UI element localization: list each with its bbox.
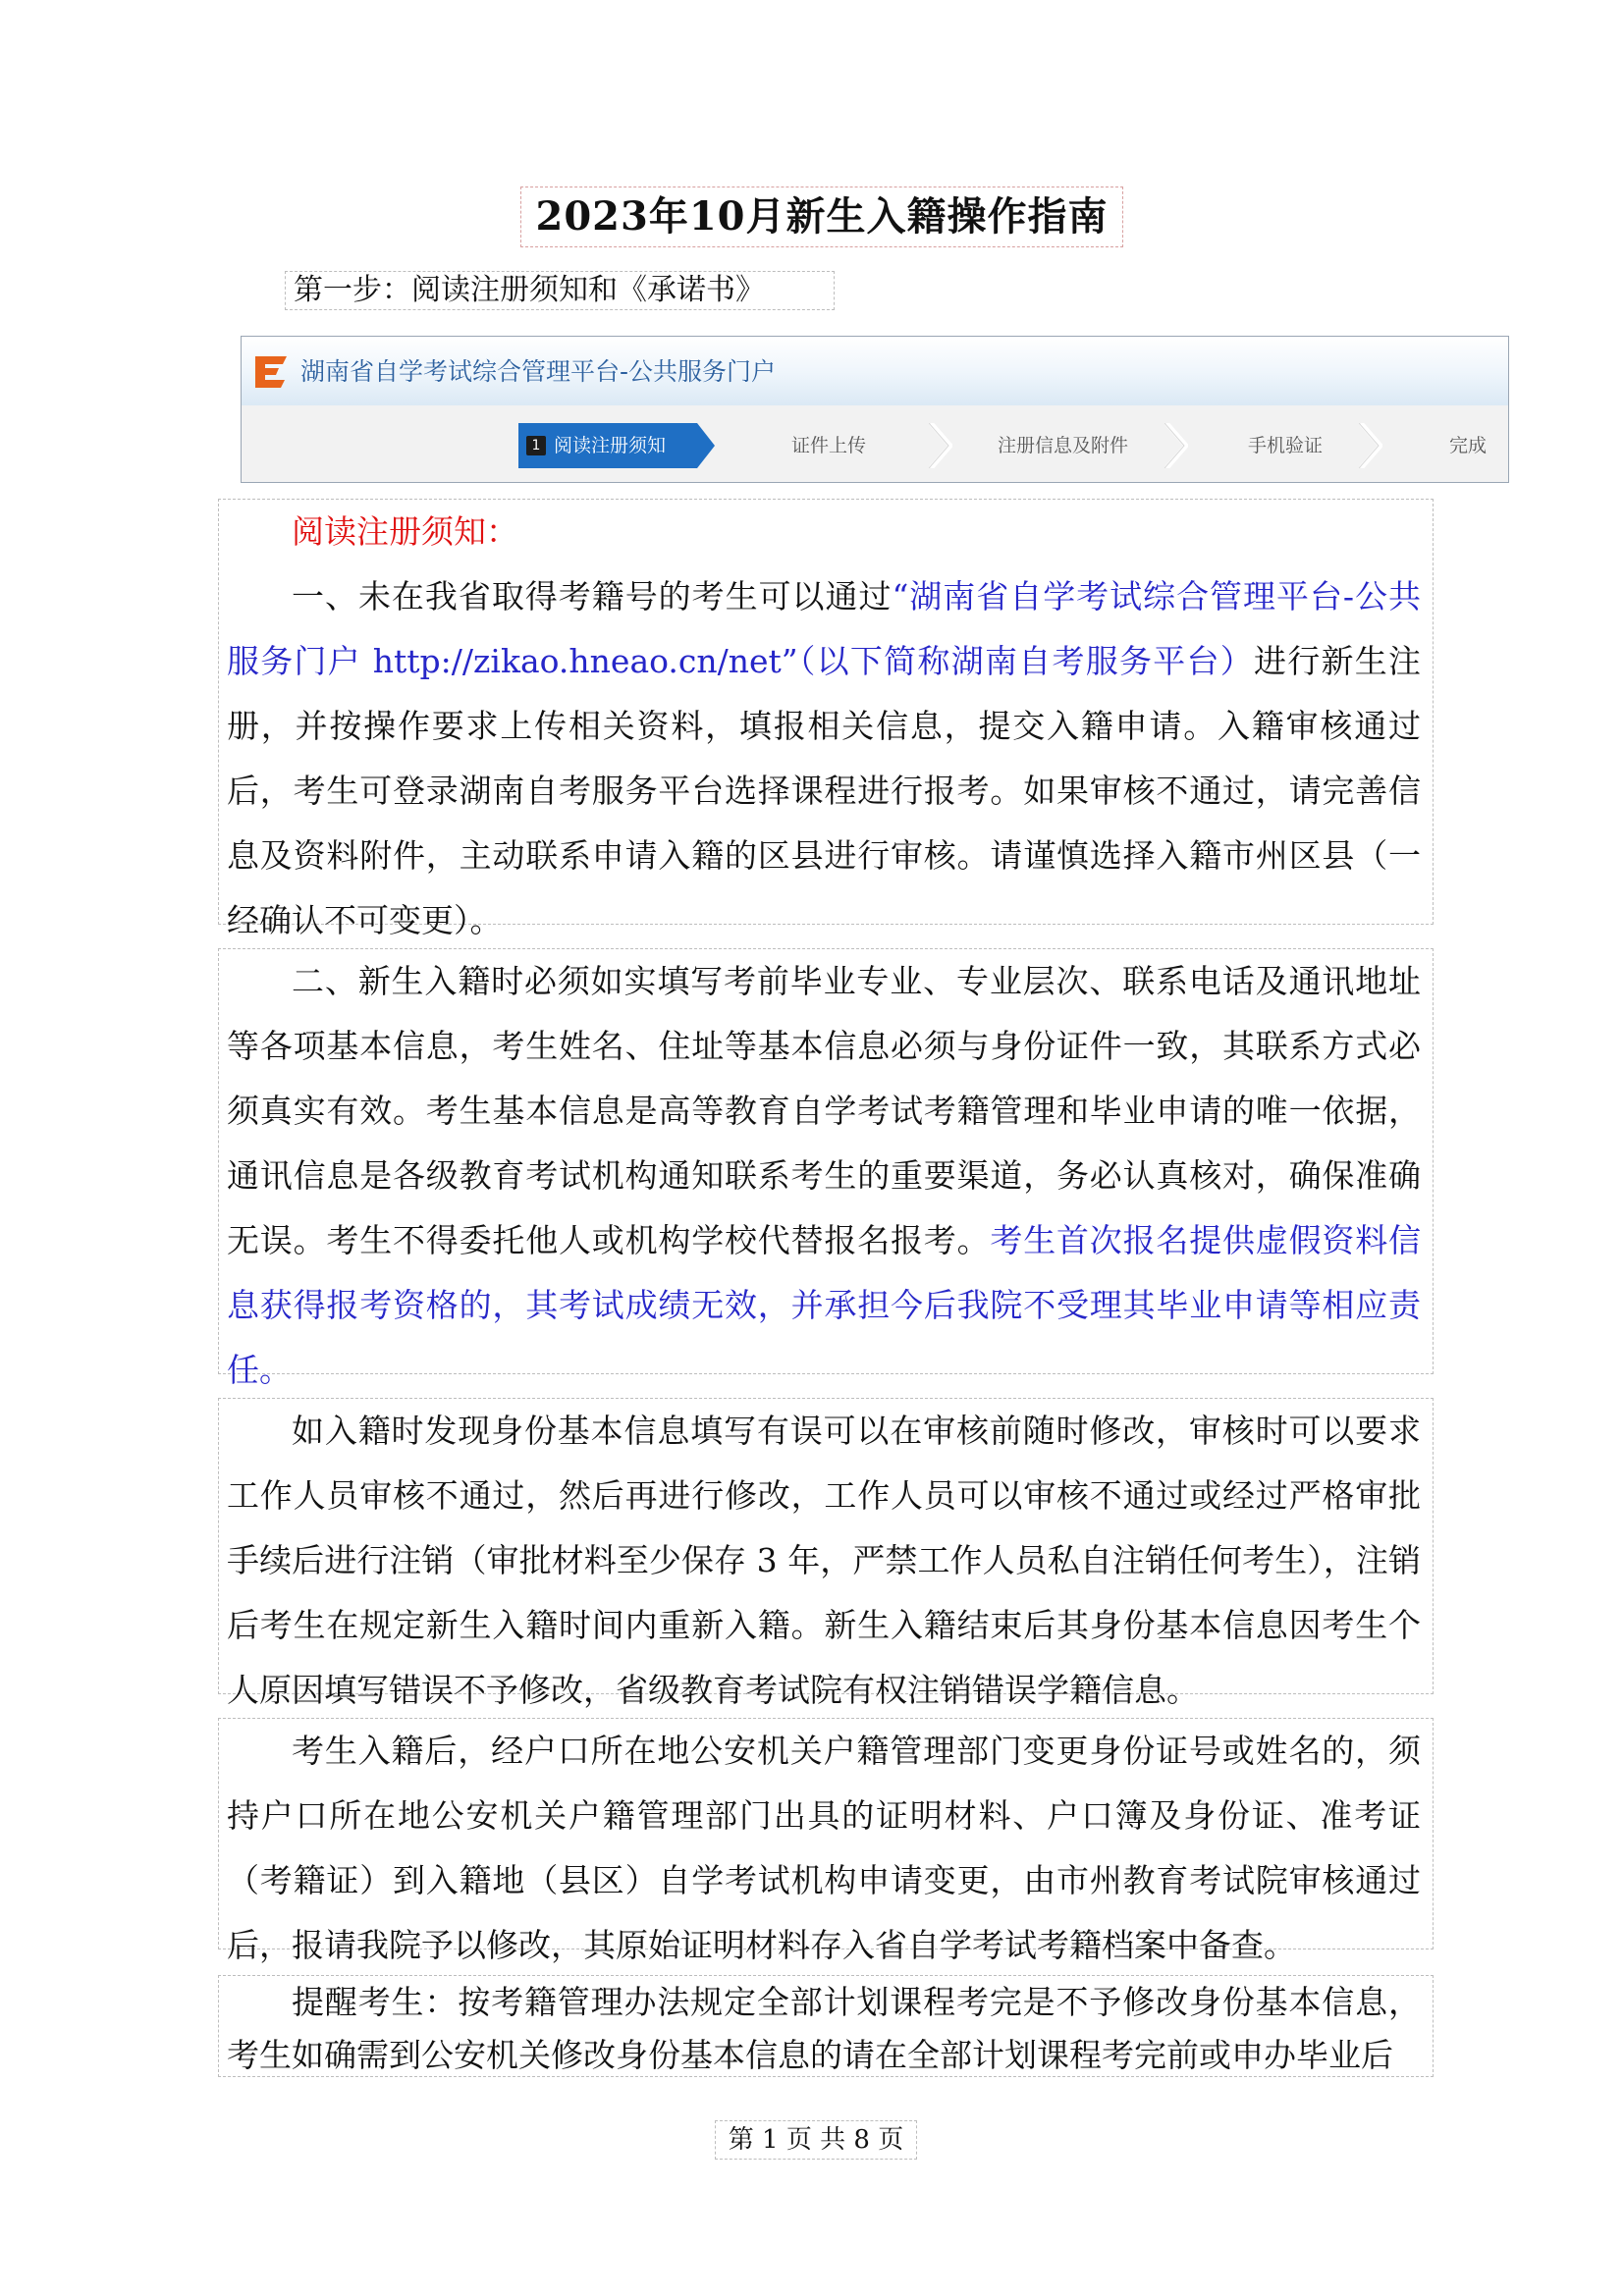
- portal-logo-icon: [249, 350, 293, 394]
- notice-section-1: [218, 499, 1434, 939]
- step-4-label: 手机验证: [1248, 435, 1324, 456]
- paragraph-2-body: 二、新生入籍时必须如实填写考前毕业专业、专业层次、联系电话及通讯地址等各项基本信息，考生姓名、住址等基本信息必须与身份证件一致，其联系方式必须真实有效。考生基本信息是高等教育自学考试考籍管理和毕业申请的唯一依据，通讯信息是各级教育考试机构通知联系考生的重要渠道，务必认真核对，确保准确无误。考生不得委托他人或机构学校代替报名报考。: [227, 962, 1421, 1259]
- notice-paragraph-2: [227, 949, 1421, 1403]
- step-5-label: 完成: [1449, 435, 1488, 456]
- paragraph-1-body: 进行新生注册，并按操作要求上传相关资料，填报相关信息，提交入籍申请。入籍审核通过后，考生可登录湖南自考服务平台选择课程进行报考。如果审核不通过，请完善信息及资料附件，主动联系申请入籍的区县进行审核。请谨慎选择入籍市州区县（一经确认不可变更）。: [227, 642, 1422, 939]
- portal-header: [242, 337, 1508, 405]
- document-title: 2023年10月新生入籍操作指南: [520, 187, 1123, 247]
- notice-section-3: [218, 1398, 1434, 1709]
- notice-paragraph-1: [227, 564, 1421, 953]
- step1-heading: 第一步：阅读注册须知和《承诺书》: [285, 271, 835, 310]
- step-2-label: 证件上传: [791, 435, 867, 456]
- step-3-label: 注册信息及附件: [998, 435, 1129, 456]
- notice-section-5: [218, 1975, 1434, 2077]
- step-separator-icon: [1164, 423, 1188, 468]
- step-1-number: 1: [526, 436, 546, 455]
- step-separator-icon: [929, 423, 952, 468]
- notice-paragraph-4: 考生入籍后，经户口所在地公安机关户籍管理部门变更身份证号或姓名的，须持户口所在地公安机关户籍管理部门出具的证明材料、户口簿及身份证、准考证（考籍证）到入籍地（县区）自学考试机构申请变更，由市州教育考试院审核通过后，报请我院予以修改，其原始证明材料存入省自学考试考籍档案中备查。: [227, 1732, 1421, 1964]
- page-number: 第 1 页 共 8 页: [715, 2120, 917, 2160]
- notice-heading: 阅读注册须知：: [292, 512, 518, 551]
- portal-screenshot: [241, 336, 1509, 483]
- notice-paragraph-3: 如入籍时发现身份基本信息填写有误可以在审核前随时修改，审核时可以要求工作人员审核不通过，然后再进行修改，工作人员可以审核不通过或经过严格审批手续后进行注销（审批材料至少保存 3 年，严禁工作人员私自注销任何考生），注销后考生在规定新生入籍时间内重新入籍。新生入籍结束后其身份基本信息因考生个人原因填写错误不予修改，省级教育考试院有权注销错误学籍信息。: [227, 1412, 1421, 1709]
- step-separator-icon: [1359, 423, 1382, 468]
- step-progress-bar: [242, 405, 1508, 483]
- notice-paragraph-5: 提醒考生：按考籍管理办法规定全部计划课程考完是不予修改身份基本信息，考生如确需到公安机关修改身份基本信息的请在全部计划课程考完前或申办毕业后: [227, 1983, 1421, 2074]
- portal-link[interactable]: “湖南省自学考试综合管理平台-公共服务门户 http://zikao.hneao.cn/net”（以下简称湖南自考服务平台）: [227, 577, 1422, 680]
- step-1-label: 阅读注册须知: [554, 435, 667, 456]
- notice-section-2: [218, 948, 1434, 1389]
- paragraph-1-intro: 一、未在我省取得考籍号的考生可以通过: [292, 577, 893, 615]
- notice-section-4: [218, 1718, 1434, 1964]
- paragraph-2-warning: 考生首次报名提供虚假资料信息获得报考资格的，其考试成绩无效，并承担今后我院不受理其毕业申请等相应责任。: [227, 1221, 1422, 1389]
- portal-title: 湖南省自学考试综合管理平台-公共服务门户: [300, 357, 777, 386]
